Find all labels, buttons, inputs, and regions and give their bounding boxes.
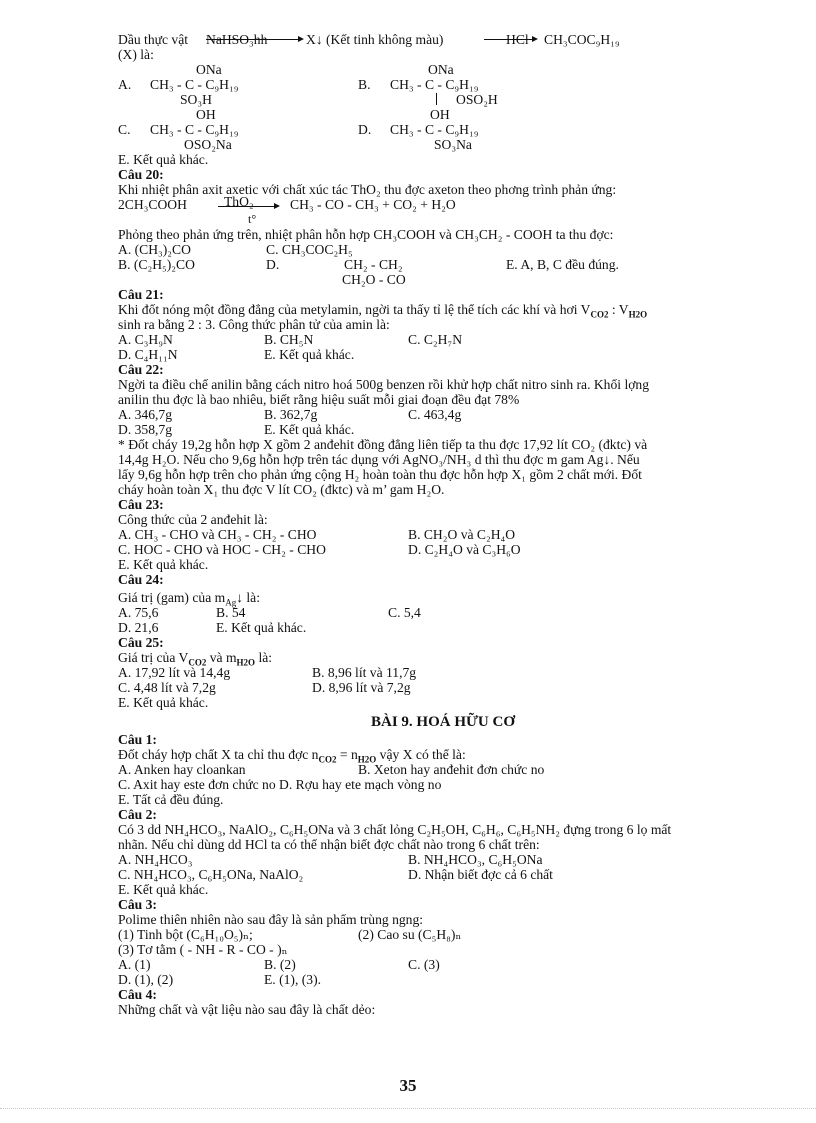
option-a: A. CH₃ - CHO và CH₃ - CH₂ - CHO [118, 527, 317, 542]
question-text: Khi nhiệt phân axit axetic với chất xúc tác ThO₂ thu đợc axeton theo phơng trình phản ứng: [118, 182, 617, 197]
option-b: B. NH₄HCO₃, C₆H₅ONa [408, 852, 543, 867]
option-b: B. Xeton hay anđehit đơn chức no [358, 762, 545, 777]
question-title: Câu 25: [118, 635, 164, 650]
question-title: Câu 1: [118, 732, 157, 747]
option-e: E. (1), (3). [264, 972, 321, 987]
option-e: E. Kết quả khác. [264, 347, 355, 362]
question-title: Câu 22: [118, 362, 164, 377]
option-d: D. (1), (2) [118, 972, 174, 987]
intro-x-label: (X) là: [118, 47, 154, 62]
page-number: 35 [399, 1076, 417, 1095]
list-item: (1) Tinh bột (C₆H₁₀O₅)ₙ; [118, 927, 253, 942]
intro-reagent1: NaHSO₃hh [206, 32, 268, 47]
opt-c-top: OH [196, 107, 216, 122]
option-c: C. NH₄HCO₃, C₆H₅ONa, NaAlO₂ [118, 867, 304, 882]
temperature-label: t° [248, 212, 257, 226]
option-c: C. 463,4g [408, 407, 462, 422]
option-d: D. 8,96 lít và 7,2g [312, 680, 411, 695]
option-a: A. C₃H₉N [118, 332, 173, 347]
question-text: Khi đốt nóng một đồng đẳng của metylamin, ngời ta thấy tỉ lệ thể tích các khí và hơi $V_{CO2}$ : $V_{H2O}$ [118, 302, 648, 320]
opt-d-formula: CH₃ - C - C₉H₁₉ [390, 122, 479, 137]
option-b: B. CH₅N [264, 332, 314, 347]
catalyst: ThO₂ [224, 194, 254, 209]
opt-b-formula: CH₃ - C - C₉H₁₉ [390, 77, 479, 92]
option-e: E. A, B, C đều đúng. [506, 257, 619, 272]
option-d: D. 21,6 [118, 620, 159, 635]
option-a: A. NH₄HCO₃ [118, 852, 193, 867]
option-d-label: D. [266, 257, 280, 272]
option-d-top: CH₂ - CH₂ [344, 257, 403, 272]
opt-a-bottom: SO₃H [180, 92, 212, 107]
option-d: D. 358,7g [118, 422, 172, 437]
intro-final: CH₃COC₉H₁₉ [544, 32, 620, 47]
option-e: E. Tất cả đều đúng. [118, 792, 224, 807]
option-c: C. HOC - CHO và HOC - CH₂ - CHO [118, 542, 326, 557]
option-c-d: C. Axit hay este đơn chức no D. Rợu hay ete mạch vòng no [118, 777, 442, 792]
opt-b-top: ONa [428, 62, 454, 77]
option-a: A. 17,92 lít và 14,4g [118, 665, 231, 680]
option-b: B. CH₂O và C₂H₄O [408, 527, 516, 542]
option-b: B. 8,96 lít và 11,7g [312, 665, 417, 680]
opt-a-top: ONa [196, 62, 222, 77]
question-text: Có 3 dd NH₄HCO₃, NaAlO₂, C₆H₅ONa và 3 chất lỏng C₂H₅OH, C₆H₆, C₆H₅NH₂ đựng trong 6 lọ mất [118, 822, 672, 837]
opt-d-label: D. [358, 122, 372, 137]
question-title: Câu 23: [118, 497, 164, 512]
question-text: Giá trị của $V_{CO2}$ và $m_{H2O}$ là: [118, 650, 273, 668]
reaction-arrow-icon [206, 39, 302, 40]
option-e: E. Kết quả khác. [118, 695, 209, 710]
opt-b-bottom: OSO₂H [456, 92, 498, 107]
opt-c-formula: CH₃ - C - C₉H₁₉ [150, 122, 239, 137]
paragraph-line: cháy hoàn toàn X₁ thu đợc V lít CO₂ (đktc) và m’ gam H₂O. [118, 482, 445, 497]
section-title: BÀI 9. HOÁ HỮU CƠ [370, 714, 516, 730]
list-item: (3) Tơ tằm ( - NH - R - CO - )ₙ [118, 942, 288, 957]
paragraph-line: 14,4g H₂O. Nếu cho 9,6g hỗn hợp trên tác dụng với AgNO₃/NH₃ d thì thu đợc m gam Ag↓. Nếu [118, 452, 640, 467]
option-a: A. Anken hay cloankan [118, 762, 246, 777]
option-b: B. (2) [264, 957, 296, 972]
equation-left: 2CH₃COOH [118, 197, 187, 212]
option-d-bottom: CH₂O - CO [342, 272, 406, 287]
paragraph-line: * Đốt cháy 19,2g hỗn hợp X gồm 2 anđehit đồng đẳng liên tiếp ta thu đợc 17,92 lít CO₂ (đktc) và [118, 437, 648, 452]
question-title: Câu 24: [118, 572, 164, 587]
intro-prefix: Dầu thực vật [118, 32, 189, 47]
question-text: Giá trị (gam) của $m_{Ag}↓$ là: [118, 590, 260, 608]
option-c: C. (3) [408, 957, 440, 972]
opt-c-bottom: OSO₂Na [184, 137, 232, 152]
intro-product: X↓ (Kết tinh không màu) [306, 32, 444, 47]
question-text: sinh ra bằng 2 : 3. Công thức phân tử của amin là: [118, 317, 390, 332]
question-title: Câu 21: [118, 287, 164, 302]
question-title: Câu 4: [118, 987, 157, 1002]
page-edge [0, 1108, 816, 1109]
question-title: Câu 3: [118, 897, 157, 912]
question-text: nhãn. Nếu chỉ dùng dd HCl ta có thể nhận biết đợc chất nào trong 6 chất trên: [118, 837, 540, 852]
opt-d-bottom: SO₃Na [434, 137, 472, 152]
opt-a-formula: CH₃ - C - C₉H₁₉ [150, 77, 239, 92]
intro-reaction-line [118, 32, 768, 47]
intro-reagent2: HCl [506, 32, 529, 47]
option-c: C. 4,48 lít và 7,2g [118, 680, 216, 695]
option-a: A. 75,6 [118, 605, 159, 620]
option-a: A. (CH₃)₂CO [118, 242, 191, 257]
option-e: E. Kết quả khác. [264, 422, 355, 437]
option-e: E. Kết quả khác. [118, 882, 209, 897]
question-title: Câu 2: [118, 807, 157, 822]
question-text: Ngời ta điều chế anilin bằng cách nitro hoá 500g benzen rồi khử hợp chất nitro sinh ra. Khối lợng [118, 377, 650, 392]
list-item: (2) Cao su (C₅H₈)ₙ [358, 927, 462, 942]
opt-c-label: C. [118, 122, 131, 137]
opt-b-label: B. [358, 77, 371, 92]
opt-a-label: A. [118, 77, 132, 92]
option-c: C. C₂H₇N [408, 332, 463, 347]
option-b: B. 362,7g [264, 407, 318, 422]
equation-right: CH₃ - CO - CH₃ + CO₂ + H₂O [290, 197, 456, 212]
reaction-arrow-icon [218, 206, 278, 207]
option-d: D. Nhận biết đợc cả 6 chất [408, 867, 553, 882]
option-a: A. 346,7g [118, 407, 172, 422]
option-c: C. CH₃COC₂H₅ [266, 242, 353, 257]
question-text: Đốt cháy hợp chất X ta chỉ thu đợc $n_{CO2} = n_{H2O}$ vậy X có thể là: [118, 747, 466, 765]
paragraph-line: lấy 9,6g hỗn hợp trên cho phản ứng cộng H₂ hoàn toàn thu đợc hỗn hợp X₁ gồm 2 chất mới. Đốt [118, 467, 642, 482]
option-e: E. Kết quả khác. [216, 620, 307, 635]
document-body [118, 32, 768, 1017]
option-b: B. (C₂H₅)₂CO [118, 257, 195, 272]
option-a: A. (1) [118, 957, 151, 972]
option-c: C. 5,4 [388, 605, 421, 620]
option-d: D. C₂H₄O và C₃H₆O [408, 542, 521, 557]
opt-d-top: OH [430, 107, 450, 122]
question-text: Công thức của 2 anđehit là: [118, 512, 268, 527]
question-text: Phỏng theo phản ứng trên, nhiệt phân hỗn hợp CH₃COOH và CH₃CH₂ - COOH ta thu đợc: [118, 227, 614, 242]
question-title: Câu 20: [118, 167, 164, 182]
question-text: anilin thu đợc là bao nhiêu, biết rằng hiệu suất mỗi giai đoạn đều đạt 78% [118, 392, 520, 407]
option-d: D. C₄H₁₁N [118, 347, 178, 362]
bond-line [436, 92, 437, 107]
opt-e: E. Kết quả khác. [118, 152, 209, 167]
question-text: Polime thiên nhiên nào sau đây là sản phẩm trùng ngng: [118, 912, 424, 927]
option-e: E. Kết quả khác. [118, 557, 209, 572]
option-b: B. 54 [216, 605, 246, 620]
question-text: Những chất và vật liệu nào sau đây là chất dẻo: [118, 1002, 376, 1017]
